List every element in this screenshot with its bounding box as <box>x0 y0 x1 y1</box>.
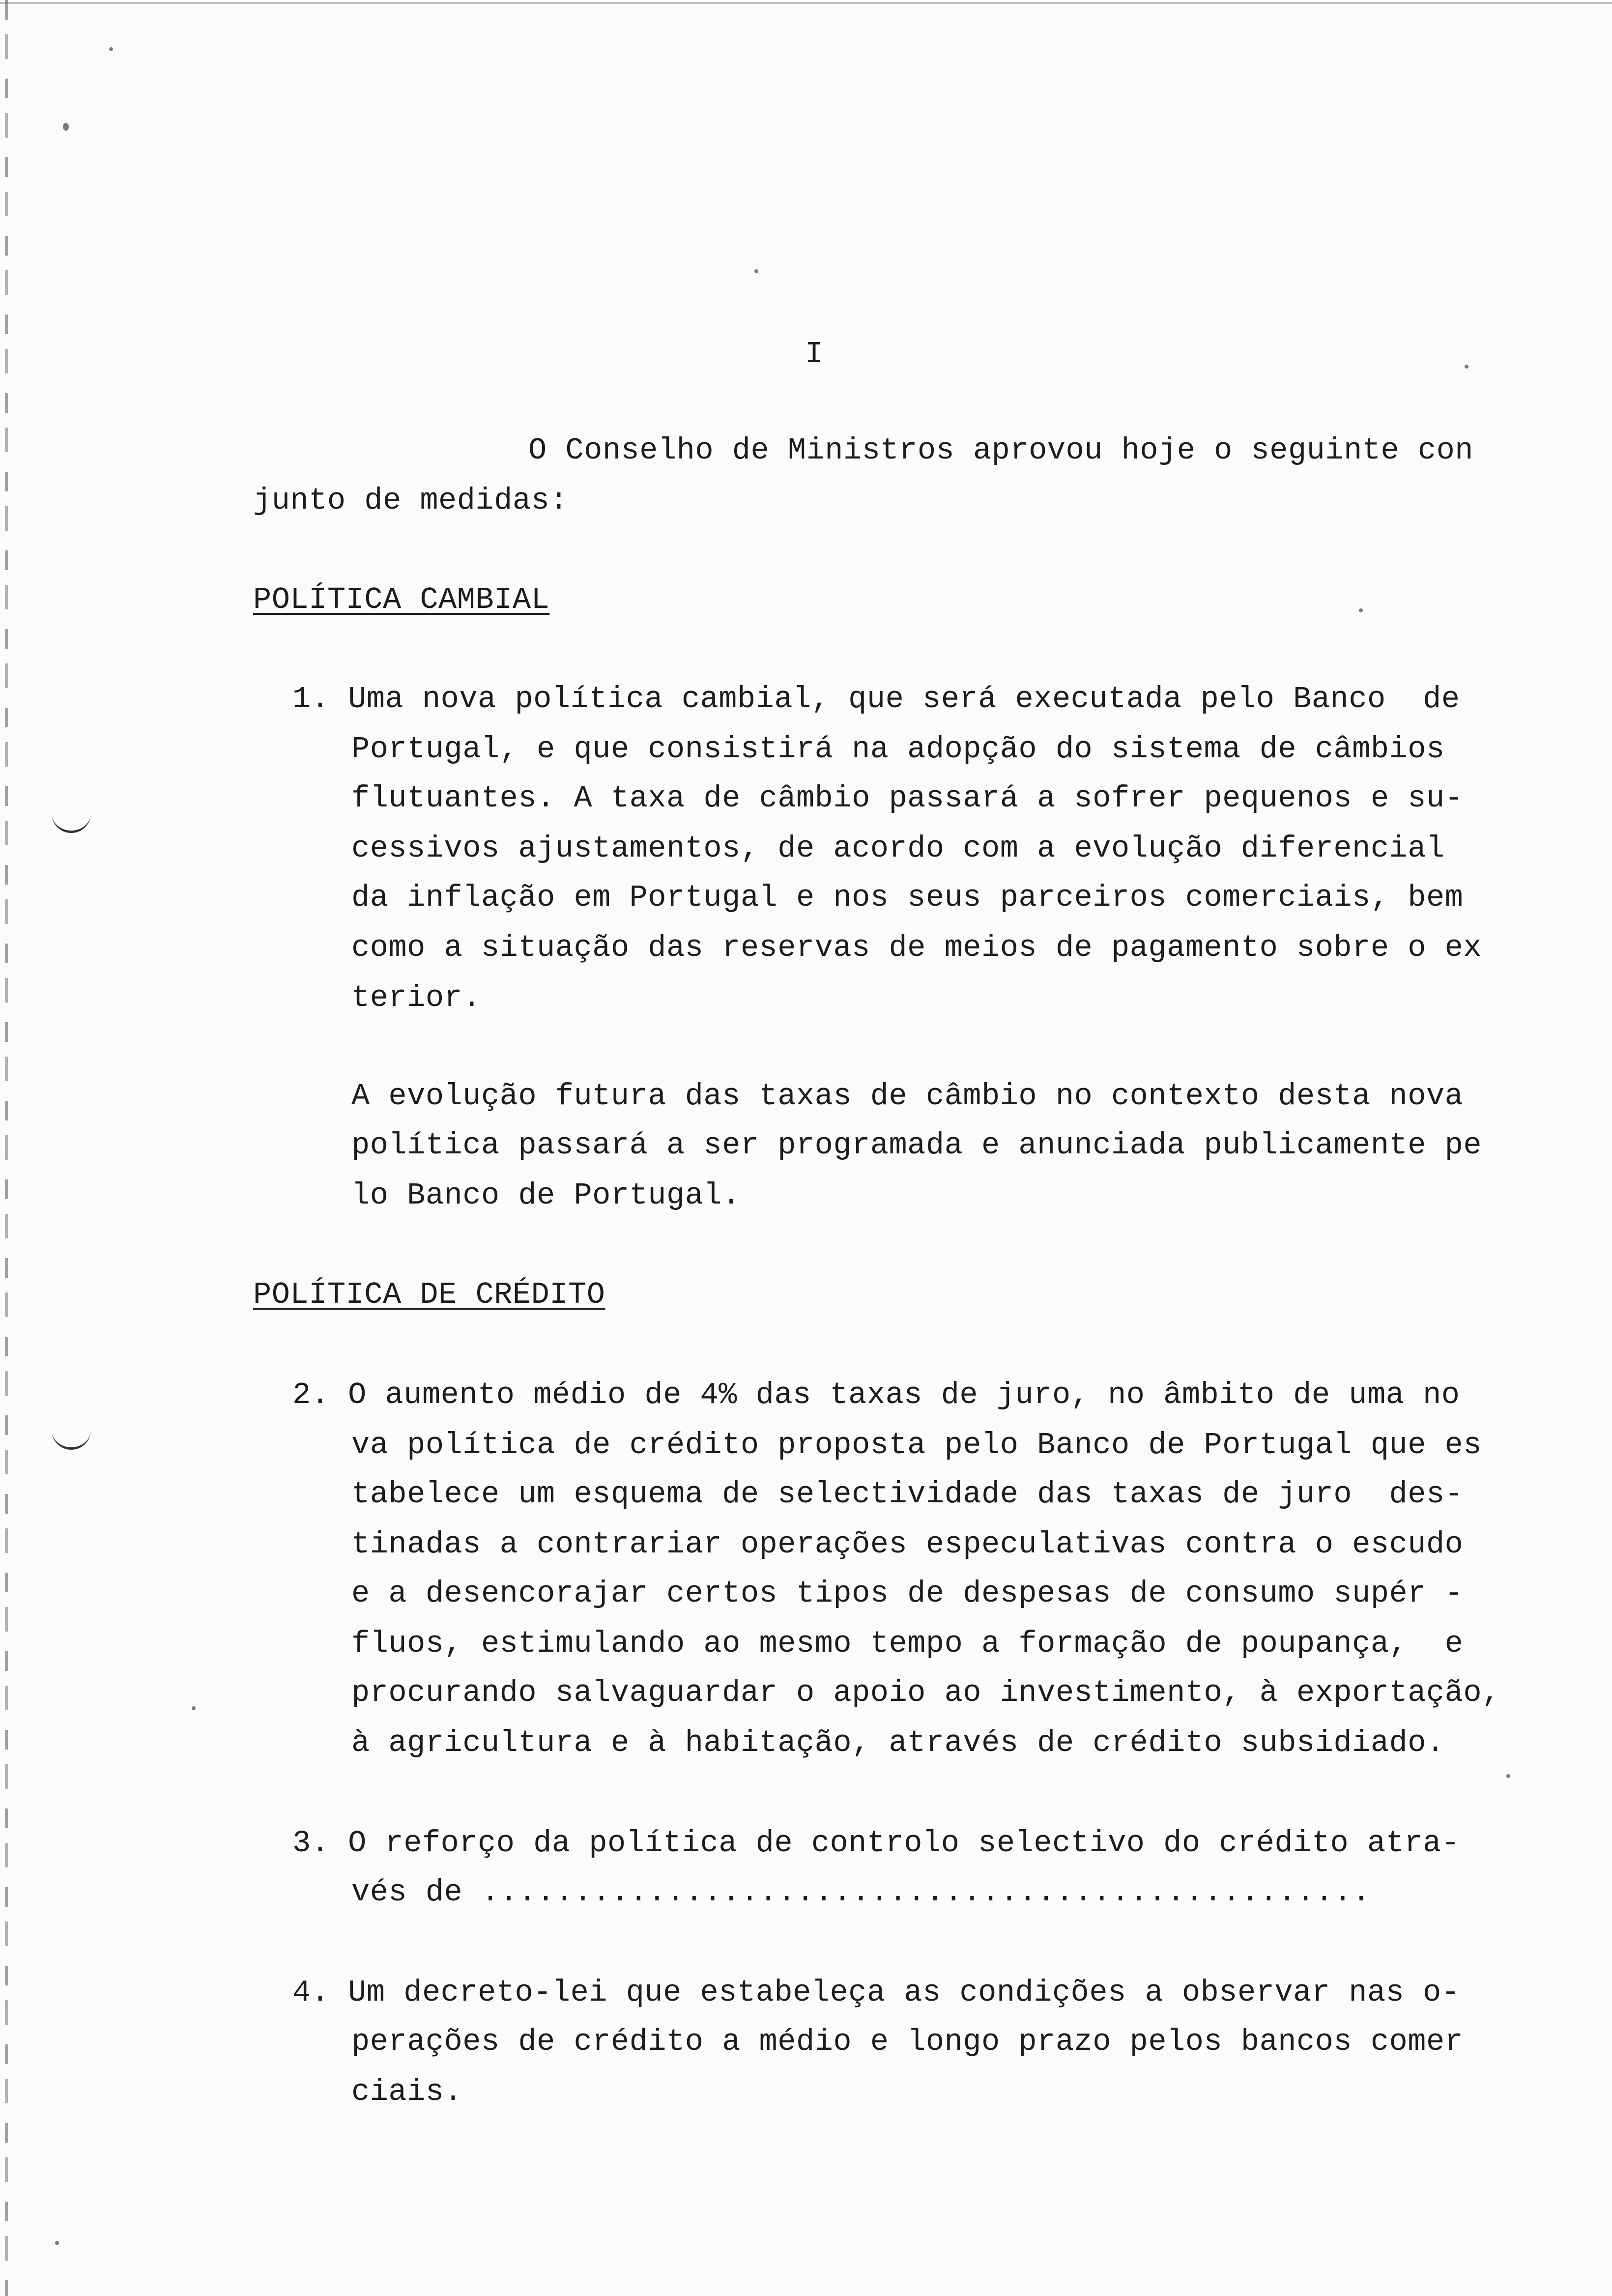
speck <box>55 2241 59 2245</box>
item-4-line: ciais. <box>351 2074 463 2109</box>
speck <box>1506 1774 1510 1778</box>
item-2-line: fluos, estimulando ao mesmo tempo a formação de poupança, e <box>351 1626 1464 1661</box>
item-2-line: procurando salvaguardar o apoio ao investimento, à exportação, <box>351 1675 1500 1710</box>
page-marker: I <box>805 337 824 372</box>
item-2-line: à agricultura e à habitação, através de crédito subsidiado. <box>351 1725 1445 1760</box>
item-2-line: tinadas a contrariar operações especulativas contra o escudo <box>351 1527 1464 1562</box>
item-1-line: 1. Uma nova política cambial, que será executada pelo Banco de <box>292 682 1460 717</box>
item-3-line: vés de ................................................ <box>351 1875 1371 1910</box>
intro-line: O Conselho de Ministros aprovou hoje o seguinte con <box>528 433 1474 468</box>
item-2-line: e a desencorajar certos tipos de despesas de consumo supér - <box>351 1576 1464 1611</box>
item-1-line: como a situação das reservas de meios de pagamento sobre o ex <box>351 930 1482 965</box>
speck <box>63 123 69 131</box>
speck <box>1465 365 1468 369</box>
intro-line: junto de medidas: <box>253 483 569 518</box>
item-4-line: perações de crédito a médio e longo prazo pelos bancos comer <box>351 2024 1464 2059</box>
top-edge-rule <box>0 2 1612 4</box>
item-1-line: Portugal, e que consistirá na adopção do sistema de câmbios <box>351 732 1445 767</box>
item-3-line: 3. O reforço da política de controlo selectivo do crédito atra- <box>292 1826 1460 1861</box>
item-1-line: terior. <box>351 980 481 1015</box>
left-binding-edge <box>5 0 8 2296</box>
speck <box>192 1706 196 1710</box>
item-1-line: cessivos ajustamentos, de acordo com a evolução diferencial <box>351 831 1445 866</box>
section-heading-cambial: POLÍTICA CAMBIAL <box>253 582 550 617</box>
paragraph-line: lo Banco de Portugal. <box>351 1178 741 1213</box>
speck <box>754 269 758 273</box>
margin-mark <box>52 1428 91 1450</box>
speck <box>1359 608 1363 612</box>
item-1-line: flutuantes. A taxa de câmbio passará a sofrer pequenos e su- <box>351 781 1464 816</box>
item-1-line: da inflação em Portugal e nos seus parceiros comerciais, bem <box>351 880 1464 915</box>
section-heading-credito: POLÍTICA DE CRÉDITO <box>253 1277 605 1312</box>
paragraph-line: A evolução futura das taxas de câmbio no contexto desta nova <box>351 1079 1464 1114</box>
paragraph-line: política passará a ser programada e anunciada publicamente pe <box>351 1128 1482 1163</box>
speck <box>109 47 113 51</box>
item-4-line: 4. Um decreto-lei que estabeleça as condições a observar nas o- <box>292 1975 1460 2010</box>
item-2-line: va política de crédito proposta pelo Banco de Portugal que es <box>351 1428 1482 1463</box>
item-2-line: 2. O aumento médio de 4% das taxas de juro, no âmbito de uma no <box>292 1378 1460 1412</box>
margin-mark <box>52 811 91 833</box>
item-2-line: tabelece um esquema de selectividade das taxas de juro des- <box>351 1477 1464 1512</box>
